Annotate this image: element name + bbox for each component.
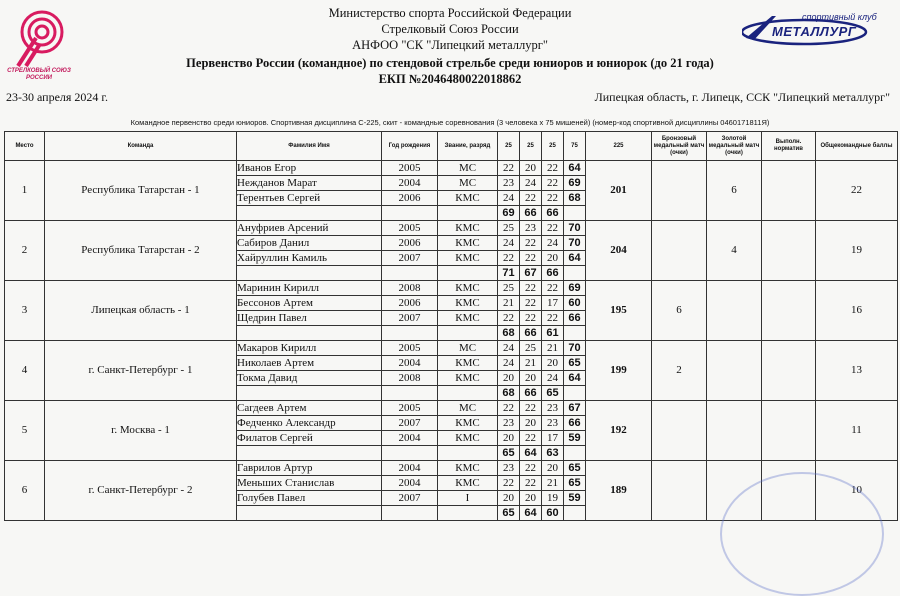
birth-year-cell: 2004 <box>382 356 438 371</box>
empty-cell <box>382 266 438 281</box>
series-2-cell: 21 <box>520 356 542 371</box>
series-2-cell: 20 <box>520 371 542 386</box>
col-norm: Выполн. норматив <box>762 132 816 161</box>
team-place-cell: 1 <box>5 161 45 221</box>
team-total-cell: 199 <box>586 341 652 401</box>
bronze-match-cell <box>652 161 707 221</box>
series-2-cell: 22 <box>520 311 542 326</box>
series-3-sum-cell: 61 <box>542 326 564 341</box>
athlete-total-cell: 65 <box>564 461 586 476</box>
empty-cell <box>237 326 382 341</box>
birth-year-cell: 2005 <box>382 161 438 176</box>
rank-cell: КМС <box>438 296 498 311</box>
series-2-sum-cell: 64 <box>520 446 542 461</box>
gold-match-cell: 4 <box>707 221 762 281</box>
empty-cell <box>438 506 498 521</box>
athlete-name-cell: Сагдеев Артем <box>237 401 382 416</box>
series-3-sum-cell: 63 <box>542 446 564 461</box>
series-1-sum-cell: 65 <box>498 446 520 461</box>
norm-cell <box>762 221 816 281</box>
series-2-cell: 22 <box>520 191 542 206</box>
athlete-name-cell: Федченко Александр <box>237 416 382 431</box>
series-2-cell: 22 <box>520 281 542 296</box>
rank-cell: КМС <box>438 431 498 446</box>
col-team-points: Общекомандные баллы <box>816 132 898 161</box>
series-2-cell: 24 <box>520 176 542 191</box>
series-3-cell: 17 <box>542 431 564 446</box>
series-3-cell: 20 <box>542 461 564 476</box>
series-1-cell: 22 <box>498 251 520 266</box>
athlete-name-cell: Сабиров Данил <box>237 236 382 251</box>
series-3-cell: 22 <box>542 176 564 191</box>
rank-cell: КМС <box>438 236 498 251</box>
series-1-cell: 24 <box>498 191 520 206</box>
empty-cell <box>564 206 586 221</box>
series-3-sum-cell: 65 <box>542 386 564 401</box>
series-2-cell: 22 <box>520 476 542 491</box>
birth-year-cell: 2004 <box>382 176 438 191</box>
organizer-line: АНФОО "СК "Липецкий металлург" <box>352 38 548 52</box>
empty-cell <box>237 446 382 461</box>
member-row <box>5 341 898 356</box>
gold-match-cell <box>707 281 762 341</box>
empty-cell <box>382 386 438 401</box>
series-2-sum-cell: 66 <box>520 206 542 221</box>
series-3-cell: 22 <box>542 281 564 296</box>
empty-cell <box>438 206 498 221</box>
bronze-match-cell <box>652 401 707 461</box>
club-caption: спортивный клуб <box>802 12 877 22</box>
rank-cell: МС <box>438 161 498 176</box>
norm-cell <box>762 341 816 401</box>
birth-year-cell: 2007 <box>382 491 438 506</box>
rank-cell: МС <box>438 341 498 356</box>
series-1-cell: 25 <box>498 281 520 296</box>
athlete-name-cell: Николаев Артем <box>237 356 382 371</box>
series-3-cell: 20 <box>542 251 564 266</box>
series-1-cell: 24 <box>498 341 520 356</box>
series-2-cell: 25 <box>520 341 542 356</box>
team-name-cell: г. Санкт-Петербург - 1 <box>45 341 237 401</box>
series-1-cell: 22 <box>498 161 520 176</box>
series-1-cell: 22 <box>498 476 520 491</box>
results-table <box>4 131 898 521</box>
empty-cell <box>564 506 586 521</box>
empty-cell <box>237 266 382 281</box>
series-2-sum-cell: 64 <box>520 506 542 521</box>
rank-cell: КМС <box>438 356 498 371</box>
series-3-cell: 22 <box>542 311 564 326</box>
athlete-name-cell: Хайруллин Камиль <box>237 251 382 266</box>
series-3-cell: 20 <box>542 356 564 371</box>
rank-cell: КМС <box>438 221 498 236</box>
competition-title: Первенство России (командное) по стендовой стрельбе среди юниоров и юниорок (до 21 года) <box>186 56 714 70</box>
athlete-total-cell: 66 <box>564 416 586 431</box>
series-2-cell: 22 <box>520 401 542 416</box>
birth-year-cell: 2005 <box>382 221 438 236</box>
athlete-name-cell: Макаров Кирилл <box>237 341 382 356</box>
series-2-cell: 20 <box>520 416 542 431</box>
athlete-name-cell: Бессонов Артем <box>237 296 382 311</box>
series-1-cell: 22 <box>498 401 520 416</box>
norm-cell <box>762 161 816 221</box>
col-total-225: 225 <box>586 132 652 161</box>
member-row <box>5 161 898 176</box>
col-series-2: 25 <box>520 132 542 161</box>
rank-cell: МС <box>438 176 498 191</box>
series-3-cell: 17 <box>542 296 564 311</box>
team-name-cell: г. Москва - 1 <box>45 401 237 461</box>
rank-cell: КМС <box>438 476 498 491</box>
col-gold-match: Золотой медальный матч (очки) <box>707 132 762 161</box>
official-stamp <box>720 472 884 596</box>
team-points-cell: 16 <box>816 281 898 341</box>
series-3-cell: 24 <box>542 371 564 386</box>
series-3-sum-cell: 60 <box>542 506 564 521</box>
ekp-number: ЕКП №2046480022018862 <box>378 72 522 86</box>
athlete-name-cell: Маринин Кирилл <box>237 281 382 296</box>
birth-year-cell: 2008 <box>382 281 438 296</box>
athlete-total-cell: 65 <box>564 476 586 491</box>
empty-cell <box>564 446 586 461</box>
col-bronze-match: Бронзовый медальный матч (очки) <box>652 132 707 161</box>
col-year: Год рождения <box>382 132 438 161</box>
birth-year-cell: 2007 <box>382 251 438 266</box>
series-2-cell: 22 <box>520 251 542 266</box>
empty-cell <box>438 266 498 281</box>
athlete-name-cell: Терентьев Сергей <box>237 191 382 206</box>
rank-cell: МС <box>438 401 498 416</box>
team-total-cell: 204 <box>586 221 652 281</box>
series-3-cell: 24 <box>542 236 564 251</box>
bronze-match-cell <box>652 461 707 521</box>
series-1-cell: 23 <box>498 176 520 191</box>
athlete-name-cell: Иванов Егор <box>237 161 382 176</box>
athlete-name-cell: Токма Давид <box>237 371 382 386</box>
team-place-cell: 2 <box>5 221 45 281</box>
series-2-cell: 22 <box>520 431 542 446</box>
athlete-total-cell: 70 <box>564 341 586 356</box>
member-row <box>5 461 898 476</box>
birth-year-cell: 2006 <box>382 236 438 251</box>
team-place-cell: 3 <box>5 281 45 341</box>
series-2-cell: 22 <box>520 461 542 476</box>
empty-cell <box>438 326 498 341</box>
athlete-name-cell: Гаврилов Артур <box>237 461 382 476</box>
norm-cell <box>762 281 816 341</box>
athlete-name-cell: Голубев Павел <box>237 491 382 506</box>
empty-cell <box>237 506 382 521</box>
birth-year-cell: 2007 <box>382 311 438 326</box>
birth-year-cell: 2007 <box>382 416 438 431</box>
series-3-cell: 19 <box>542 491 564 506</box>
rank-cell: КМС <box>438 371 498 386</box>
gold-match-cell <box>707 341 762 401</box>
event-place: Липецкая область, г. Липецк, ССК "Липецкий металлург" <box>594 90 890 104</box>
rank-cell: КМС <box>438 461 498 476</box>
gold-match-cell <box>707 401 762 461</box>
series-1-sum-cell: 71 <box>498 266 520 281</box>
ministry-line: Министерство спорта Российской Федерации <box>328 6 572 20</box>
series-3-sum-cell: 66 <box>542 266 564 281</box>
athlete-total-cell: 66 <box>564 311 586 326</box>
series-1-cell: 21 <box>498 296 520 311</box>
series-2-sum-cell: 67 <box>520 266 542 281</box>
birth-year-cell: 2006 <box>382 296 438 311</box>
series-2-cell: 22 <box>520 236 542 251</box>
series-2-sum-cell: 66 <box>520 326 542 341</box>
athlete-name-cell: Филатов Сергей <box>237 431 382 446</box>
series-2-cell: 23 <box>520 221 542 236</box>
team-points-cell: 11 <box>816 401 898 461</box>
team-total-cell: 201 <box>586 161 652 221</box>
athlete-total-cell: 65 <box>564 356 586 371</box>
series-3-cell: 22 <box>542 191 564 206</box>
team-total-cell: 189 <box>586 461 652 521</box>
athlete-total-cell: 67 <box>564 401 586 416</box>
team-place-cell: 5 <box>5 401 45 461</box>
logo-caption: СТРЕЛКОВЫЙ СОЮЗ РОССИИ <box>7 68 71 81</box>
rank-cell: I <box>438 491 498 506</box>
empty-cell <box>564 386 586 401</box>
athlete-total-cell: 59 <box>564 431 586 446</box>
series-3-cell: 22 <box>542 221 564 236</box>
birth-year-cell: 2006 <box>382 191 438 206</box>
series-2-cell: 20 <box>520 491 542 506</box>
series-1-sum-cell: 65 <box>498 506 520 521</box>
athlete-total-cell: 60 <box>564 296 586 311</box>
rank-cell: КМС <box>438 416 498 431</box>
bronze-match-cell: 6 <box>652 281 707 341</box>
team-name-cell: Республика Татарстан - 1 <box>45 161 237 221</box>
series-1-sum-cell: 68 <box>498 326 520 341</box>
athlete-total-cell: 68 <box>564 191 586 206</box>
empty-cell <box>382 446 438 461</box>
athlete-total-cell: 64 <box>564 371 586 386</box>
athlete-total-cell: 59 <box>564 491 586 506</box>
team-total-cell: 195 <box>586 281 652 341</box>
empty-cell <box>237 386 382 401</box>
col-rank: Звание, разряд <box>438 132 498 161</box>
athlete-total-cell: 64 <box>564 161 586 176</box>
rank-cell: КМС <box>438 251 498 266</box>
series-1-cell: 20 <box>498 371 520 386</box>
col-place: Место <box>5 132 45 161</box>
team-name-cell: Республика Татарстан - 2 <box>45 221 237 281</box>
event-date: 23-30 апреля 2024 г. <box>6 90 108 104</box>
empty-cell <box>382 506 438 521</box>
series-1-cell: 20 <box>498 431 520 446</box>
empty-cell <box>237 206 382 221</box>
member-row <box>5 281 898 296</box>
member-row <box>5 221 898 236</box>
col-series-1: 25 <box>498 132 520 161</box>
team-points-cell: 19 <box>816 221 898 281</box>
athlete-total-cell: 64 <box>564 251 586 266</box>
empty-cell <box>382 206 438 221</box>
athlete-total-cell: 70 <box>564 236 586 251</box>
col-total-75: 75 <box>564 132 586 161</box>
rank-cell: КМС <box>438 191 498 206</box>
bronze-match-cell: 2 <box>652 341 707 401</box>
bronze-match-cell <box>652 221 707 281</box>
birth-year-cell: 2004 <box>382 461 438 476</box>
series-3-cell: 21 <box>542 341 564 356</box>
athlete-total-cell: 69 <box>564 281 586 296</box>
col-series-3: 25 <box>542 132 564 161</box>
empty-cell <box>382 326 438 341</box>
team-points-cell: 10 <box>816 461 898 521</box>
col-name: Фамилия Имя <box>237 132 382 161</box>
empty-cell <box>438 386 498 401</box>
series-1-cell: 24 <box>498 356 520 371</box>
table-header-row <box>5 132 898 161</box>
team-points-cell: 13 <box>816 341 898 401</box>
rank-cell: КМС <box>438 281 498 296</box>
rank-cell: КМС <box>438 311 498 326</box>
union-line: Стрелковый Союз России <box>381 22 519 36</box>
series-1-cell: 25 <box>498 221 520 236</box>
empty-cell <box>438 446 498 461</box>
series-1-sum-cell: 69 <box>498 206 520 221</box>
series-2-sum-cell: 66 <box>520 386 542 401</box>
birth-year-cell: 2005 <box>382 401 438 416</box>
series-2-cell: 20 <box>520 161 542 176</box>
athlete-total-cell: 69 <box>564 176 586 191</box>
team-total-cell: 192 <box>586 401 652 461</box>
series-1-cell: 23 <box>498 461 520 476</box>
series-3-sum-cell: 66 <box>542 206 564 221</box>
athlete-name-cell: Ануфриев Арсений <box>237 221 382 236</box>
series-1-cell: 23 <box>498 416 520 431</box>
team-place-cell: 6 <box>5 461 45 521</box>
series-2-cell: 22 <box>520 296 542 311</box>
series-3-cell: 21 <box>542 476 564 491</box>
athlete-name-cell: Нежданов Марат <box>237 176 382 191</box>
team-points-cell: 22 <box>816 161 898 221</box>
empty-cell <box>564 326 586 341</box>
birth-year-cell: 2008 <box>382 371 438 386</box>
team-name-cell: г. Санкт-Петербург - 2 <box>45 461 237 521</box>
empty-cell <box>564 266 586 281</box>
series-1-cell: 22 <box>498 311 520 326</box>
series-3-cell: 22 <box>542 161 564 176</box>
athlete-name-cell: Меньших Станислав <box>237 476 382 491</box>
member-row <box>5 401 898 416</box>
birth-year-cell: 2004 <box>382 476 438 491</box>
athlete-name-cell: Щедрин Павел <box>237 311 382 326</box>
birth-year-cell: 2005 <box>382 341 438 356</box>
birth-year-cell: 2004 <box>382 431 438 446</box>
series-1-sum-cell: 68 <box>498 386 520 401</box>
club-name: МЕТАЛЛУРГ <box>772 24 857 39</box>
series-3-cell: 23 <box>542 401 564 416</box>
norm-cell <box>762 401 816 461</box>
discipline-line: Командное первенство среди юниоров. Спортивная дисциплина С-225, скит - командные соревнования (3 человека х 75 мишеней) (номер-код спортивной дисциплины 0460171811Я) <box>130 118 770 127</box>
col-team: Команда <box>45 132 237 161</box>
gold-match-cell: 6 <box>707 161 762 221</box>
series-1-cell: 20 <box>498 491 520 506</box>
series-1-cell: 24 <box>498 236 520 251</box>
team-place-cell: 4 <box>5 341 45 401</box>
athlete-total-cell: 70 <box>564 221 586 236</box>
team-name-cell: Липецкая область - 1 <box>45 281 237 341</box>
series-3-cell: 23 <box>542 416 564 431</box>
